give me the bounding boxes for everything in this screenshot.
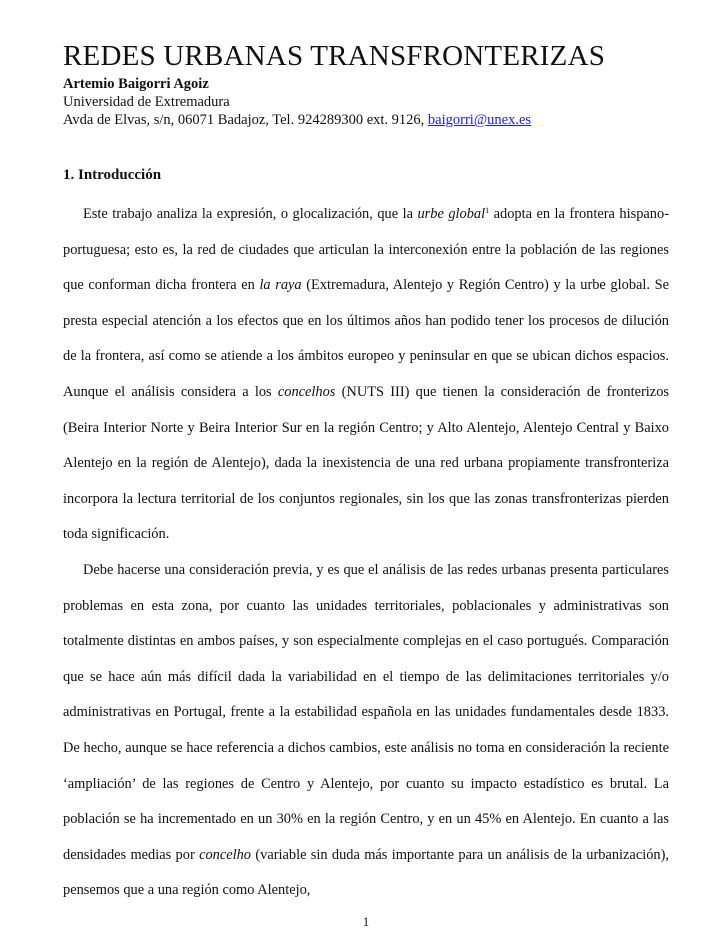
author-address [63, 111, 531, 129]
p1-text-4: (NUTS III) que tienen la consideración de fronterizos (Beira Interior Norte y Beira Interior Sur en la región Centro; y Alto Alentejo, Alentejo Central y Baixo Alentejo en la región de Alentejo), dada la inexistencia de una red urbana propiamente transfronteriza incorpora la lectura territorial de los conjuntos regionales, sin los que las zonas transfronterizas pierden toda significación. [63, 383, 669, 543]
p1-italic-urbe-global: urbe global [417, 206, 486, 222]
page-number: 1 [362, 914, 370, 929]
body-text [63, 197, 669, 909]
address-text: Avda de Elvas, s/n, 06071 Badajoz, Tel. 924289300 ext. 9126, [63, 112, 428, 128]
paragraph-2 [63, 553, 669, 909]
p1-text-3: (Extremadura, Alentejo y Región Centro) y la urbe global. Se presta especial atención a los efectos que en los últimos años han podido tener los procesos de dilución de la frontera, así como se atiende a los ámbitos europeo y peninsular en que se ubican dichos espacios. Aunque el análisis considera a los [63, 277, 669, 400]
section-heading: 1. Introducción [63, 167, 162, 183]
p2-italic-concelho: concelho [199, 846, 252, 863]
p1-italic-la-raya: la raya [259, 277, 302, 294]
p1-text-1: Este trabajo analiza la expresión, o glocalización, que la [83, 206, 418, 222]
document-page [63, 0, 669, 949]
p2-text-1: Debe hacerse una consideración previa, y es que el análisis de las redes urbanas presenta particulares problemas en esta zona, por cuanto las unidades territoriales, poblacionales y administrativas son totalmente distintas en ambos países, y son especialmente complejas en el caso portugués. Comparación que se hace aún más difícil dada la variabilidad en el tiempo de las delimitaciones territoriales y/o administrativas en Portugal, frente a la estabilidad española en las unidades fundamentales desde 1833. De hecho, aunque se hace referencia a dichos cambios, este análisis no toma en consideración la reciente ‘ampliación’ de las regiones de Centro y Alentejo, por cuanto su impacto estadístico es brutal. La población se ha incrementado en un 30% en la región Centro, y en un 45% en Alentejo. En cuanto a las densidades medias por [63, 561, 669, 863]
p1-italic-concelhos: concelhos [277, 383, 336, 400]
author-name: Artemio Baigorri Agoiz [63, 76, 209, 92]
p2-text-2: (variable sin duda más importante para un análisis de la urbanización), pensemos que a una región como Alentejo, [63, 846, 669, 899]
author-affiliation: Universidad de Extremadura [63, 94, 230, 110]
p1-text-2: adopta en la frontera hispano-portuguesa; esto es, la red de ciudades que articulan la interconexión entre la población de las regiones que conforman dicha frontera en [63, 206, 669, 294]
paragraph-1 [63, 197, 669, 553]
paper-title: REDES URBANAS TRANSFRONTERIZAS [63, 40, 606, 72]
footnote-marker[interactable]: 1 [485, 206, 490, 215]
email-link[interactable]: baigorri@unex.es [427, 112, 532, 128]
